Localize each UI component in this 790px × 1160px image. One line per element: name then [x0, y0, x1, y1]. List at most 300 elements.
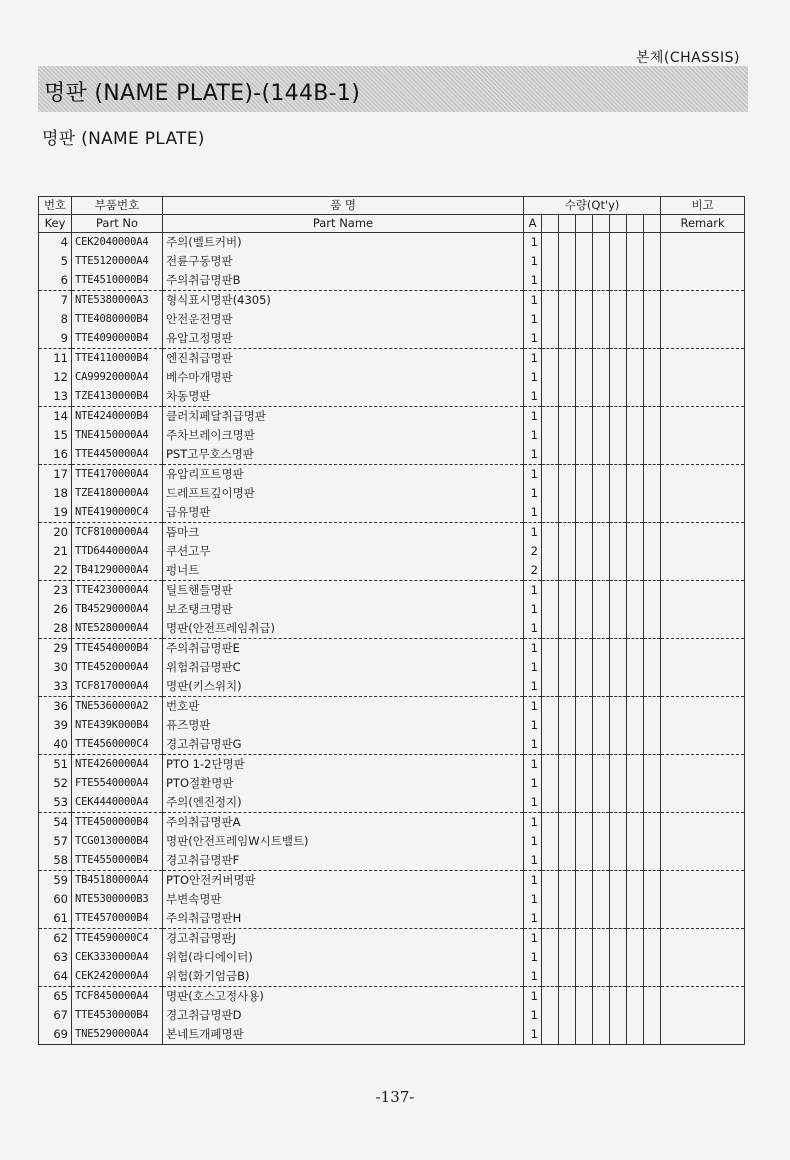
qty-cell-empty — [644, 503, 661, 523]
qty-cell-empty — [593, 697, 610, 717]
row-part-no: TTE4530000B4 — [72, 1006, 163, 1025]
qty-cell-empty — [559, 426, 576, 445]
qty-cell-empty — [627, 890, 644, 909]
qty-cell-empty — [644, 967, 661, 987]
qty-cell-empty — [627, 967, 644, 987]
qty-cell-empty — [593, 329, 610, 349]
qty-cell-empty — [576, 929, 593, 949]
table-row — [39, 793, 745, 813]
qty-cell-empty — [610, 445, 627, 465]
qty-cell-empty — [627, 619, 644, 639]
remark-cell — [661, 793, 745, 813]
page-title: 명판 (NAME PLATE)-(144B-1) — [44, 81, 361, 106]
row-part-name: 주차브레이크명판 — [163, 426, 524, 445]
qty-cell-empty — [576, 426, 593, 445]
section-label: 본체(CHASSIS) — [635, 50, 740, 66]
row-part-name: 본네트개폐명판 — [163, 1025, 524, 1045]
qty-cell-empty — [644, 1025, 661, 1045]
qty-cell-empty — [542, 619, 559, 639]
qty-cell-empty — [542, 542, 559, 561]
page-subtitle: 명판 (NAME PLATE) — [42, 129, 205, 149]
table-row — [39, 909, 745, 929]
row-part-no: NTE5280000A4 — [72, 619, 163, 639]
row-qty: 1 — [524, 233, 542, 253]
table-row — [39, 813, 745, 833]
table-row — [39, 929, 745, 949]
qty-cell-empty — [576, 581, 593, 601]
qty-cell-empty — [559, 561, 576, 581]
qty-cell-empty — [593, 484, 610, 503]
qty-cell-empty — [559, 987, 576, 1007]
qty-cell-empty — [610, 561, 627, 581]
row-key: 59 — [39, 871, 72, 891]
row-qty: 1 — [524, 909, 542, 929]
qty-cell-empty — [593, 619, 610, 639]
qty-cell-empty — [644, 793, 661, 813]
qty-cell-empty — [576, 832, 593, 851]
qty-cell-empty — [610, 774, 627, 793]
qty-cell-empty — [644, 909, 661, 929]
remark-cell — [661, 368, 745, 387]
row-key: 33 — [39, 677, 72, 697]
qty-cell-empty — [593, 349, 610, 369]
qty-cell-empty — [593, 735, 610, 755]
qty-cell-empty — [593, 310, 610, 329]
header-part-en: Part No — [72, 215, 163, 233]
table-row — [39, 503, 745, 523]
qty-cell-empty — [627, 1025, 644, 1045]
qty-cell-empty — [559, 291, 576, 311]
qty-cell-empty — [644, 1006, 661, 1025]
qty-cell-empty — [627, 426, 644, 445]
qty-cell-empty — [644, 871, 661, 891]
remark-cell — [661, 890, 745, 909]
row-key: 61 — [39, 909, 72, 929]
row-key: 19 — [39, 503, 72, 523]
qty-cell-empty — [593, 291, 610, 311]
header-key-ko: 번호 — [39, 197, 72, 215]
table-row — [39, 426, 745, 445]
row-qty: 1 — [524, 252, 542, 271]
row-part-name: 위험(화기엄금B) — [163, 967, 524, 987]
qty-cell-empty — [576, 967, 593, 987]
row-part-name: 차동명판 — [163, 387, 524, 407]
row-part-no: TTE4550000B4 — [72, 851, 163, 871]
qty-cell-empty — [576, 329, 593, 349]
row-part-no: TNE4150000A4 — [72, 426, 163, 445]
qty-cell-empty — [593, 832, 610, 851]
remark-cell — [661, 542, 745, 561]
qty-cell-empty — [627, 349, 644, 369]
qty-cell-empty — [576, 1006, 593, 1025]
qty-cell-empty — [644, 832, 661, 851]
qty-cell-empty — [593, 774, 610, 793]
qty-cell-empty — [610, 716, 627, 735]
qty-cell-empty — [576, 233, 593, 253]
row-qty: 1 — [524, 987, 542, 1007]
qty-cell-empty — [644, 407, 661, 427]
qty-cell-empty — [610, 697, 627, 717]
qty-cell-empty — [542, 639, 559, 659]
row-qty: 1 — [524, 890, 542, 909]
qty-cell-empty — [644, 233, 661, 253]
row-part-name: 클러치페달취급명판 — [163, 407, 524, 427]
row-key: 17 — [39, 465, 72, 485]
qty-cell-empty — [627, 503, 644, 523]
remark-cell — [661, 387, 745, 407]
table-row — [39, 484, 745, 503]
qty-cell-empty — [644, 600, 661, 619]
row-part-name: 안전운전명판 — [163, 310, 524, 329]
qty-cell-empty — [593, 523, 610, 543]
row-part-no: TTE4090000B4 — [72, 329, 163, 349]
qty-cell-empty — [542, 581, 559, 601]
qty-cell-empty — [593, 600, 610, 619]
row-qty: 1 — [524, 619, 542, 639]
qty-cell-empty — [576, 542, 593, 561]
table-row — [39, 581, 745, 601]
row-part-no: TTE4500000B4 — [72, 813, 163, 833]
row-part-no: CEK2420000A4 — [72, 967, 163, 987]
qty-cell-empty — [610, 929, 627, 949]
qty-cell-empty — [627, 851, 644, 871]
qty-cell-empty — [644, 658, 661, 677]
qty-cell-empty — [610, 677, 627, 697]
qty-cell-empty — [542, 871, 559, 891]
qty-cell-empty — [542, 387, 559, 407]
row-qty: 1 — [524, 445, 542, 465]
remark-cell — [661, 465, 745, 485]
row-part-name: 보조탱크명판 — [163, 600, 524, 619]
row-part-name: 주의취급명판H — [163, 909, 524, 929]
qty-cell-empty — [627, 793, 644, 813]
remark-cell — [661, 967, 745, 987]
row-key: 18 — [39, 484, 72, 503]
qty-cell-empty — [542, 1006, 559, 1025]
row-part-no: TCG0130000B4 — [72, 832, 163, 851]
qty-cell-empty — [593, 909, 610, 929]
row-qty: 1 — [524, 948, 542, 967]
table-row — [39, 445, 745, 465]
row-part-no: CA99920000A4 — [72, 368, 163, 387]
qty-cell-empty — [610, 890, 627, 909]
qty-cell-empty — [627, 271, 644, 291]
qty-cell-empty — [593, 890, 610, 909]
qty-cell-empty — [559, 407, 576, 427]
row-part-name: 주의취급명판E — [163, 639, 524, 659]
qty-cell-empty — [542, 716, 559, 735]
qty-cell-empty — [644, 929, 661, 949]
qty-cell-empty — [627, 465, 644, 485]
row-part-no: FTE5540000A4 — [72, 774, 163, 793]
qty-cell-empty — [542, 755, 559, 775]
qty-cell-empty — [593, 967, 610, 987]
qty-cell-empty — [576, 1025, 593, 1045]
qty-cell-empty — [644, 755, 661, 775]
qty-cell-empty — [559, 929, 576, 949]
qty-cell-empty — [593, 387, 610, 407]
row-part-name: 위험(라디에이터) — [163, 948, 524, 967]
remark-cell — [661, 639, 745, 659]
remark-cell — [661, 948, 745, 967]
row-part-name: 틸트핸들명판 — [163, 581, 524, 601]
qty-cell-empty — [559, 233, 576, 253]
qty-cell-empty — [627, 755, 644, 775]
qty-cell-empty — [627, 329, 644, 349]
row-part-name: 쿠션고무 — [163, 542, 524, 561]
row-part-no: TTE4110000B4 — [72, 349, 163, 369]
remark-cell — [661, 987, 745, 1007]
row-part-no: CEK4440000A4 — [72, 793, 163, 813]
qty-cell-empty — [576, 658, 593, 677]
row-qty: 1 — [524, 310, 542, 329]
qty-cell-empty — [610, 291, 627, 311]
row-part-no: TTE4170000A4 — [72, 465, 163, 485]
qty-cell-empty — [542, 987, 559, 1007]
qty-cell-empty — [559, 310, 576, 329]
row-key: 16 — [39, 445, 72, 465]
qty-cell-empty — [644, 368, 661, 387]
qty-cell-empty — [559, 503, 576, 523]
row-part-name: 주의취급명판B — [163, 271, 524, 291]
row-qty: 1 — [524, 465, 542, 485]
header-name-ko: 품 명 — [163, 197, 524, 215]
qty-cell-empty — [559, 1025, 576, 1045]
remark-cell — [661, 716, 745, 735]
qty-cell-empty — [610, 967, 627, 987]
table-row — [39, 310, 745, 329]
qty-cell-empty — [542, 948, 559, 967]
row-key: 5 — [39, 252, 72, 271]
remark-cell — [661, 426, 745, 445]
row-part-name: 펑너트 — [163, 561, 524, 581]
row-qty: 1 — [524, 755, 542, 775]
qty-cell-empty — [559, 368, 576, 387]
qty-cell-empty — [644, 697, 661, 717]
row-qty: 1 — [524, 735, 542, 755]
row-key: 7 — [39, 291, 72, 311]
row-part-name: 명판(키스위치) — [163, 677, 524, 697]
row-part-name: 퓨즈명판 — [163, 716, 524, 735]
remark-cell — [661, 697, 745, 717]
row-part-no: TTE4540000B4 — [72, 639, 163, 659]
row-key: 58 — [39, 851, 72, 871]
qty-cell-empty — [644, 542, 661, 561]
qty-cell-empty — [542, 658, 559, 677]
row-key: 67 — [39, 1006, 72, 1025]
qty-cell-empty — [644, 291, 661, 311]
row-part-name: 위험취급명판C — [163, 658, 524, 677]
row-qty: 2 — [524, 542, 542, 561]
qty-cell-empty — [593, 1006, 610, 1025]
row-part-no: TTE4560000C4 — [72, 735, 163, 755]
row-qty: 1 — [524, 503, 542, 523]
qty-cell-empty — [593, 929, 610, 949]
qty-cell-empty — [627, 677, 644, 697]
qty-cell-empty — [610, 909, 627, 929]
table-row — [39, 233, 745, 253]
row-qty: 1 — [524, 929, 542, 949]
row-part-name: 주의취급명판A — [163, 813, 524, 833]
row-part-no: TTE4570000B4 — [72, 909, 163, 929]
remark-cell — [661, 929, 745, 949]
qty-cell-empty — [542, 329, 559, 349]
qty-cell-empty — [559, 658, 576, 677]
qty-cell-empty — [610, 1006, 627, 1025]
row-qty: 1 — [524, 291, 542, 311]
qty-cell-empty — [576, 677, 593, 697]
qty-cell-empty — [576, 735, 593, 755]
header-remark-en: Remark — [661, 215, 745, 233]
row-part-name: PTO절환명판 — [163, 774, 524, 793]
row-qty: 1 — [524, 851, 542, 871]
qty-cell-empty — [610, 407, 627, 427]
row-key: 8 — [39, 310, 72, 329]
remark-cell — [661, 310, 745, 329]
table-row — [39, 561, 745, 581]
row-part-name: 유압고정명판 — [163, 329, 524, 349]
qty-cell-empty — [542, 774, 559, 793]
qty-cell-empty — [559, 774, 576, 793]
remark-cell — [661, 407, 745, 427]
qty-cell-empty — [559, 735, 576, 755]
qty-cell-empty — [610, 349, 627, 369]
qty-cell-empty — [542, 890, 559, 909]
qty-cell-empty — [644, 523, 661, 543]
row-qty: 1 — [524, 349, 542, 369]
qty-cell-empty — [542, 523, 559, 543]
qty-cell-empty — [593, 445, 610, 465]
row-qty: 1 — [524, 697, 542, 717]
qty-cell-empty — [610, 600, 627, 619]
qty-cell-empty — [559, 252, 576, 271]
table-row — [39, 890, 745, 909]
remark-cell — [661, 329, 745, 349]
qty-cell-empty — [610, 271, 627, 291]
row-part-no: TTE4520000A4 — [72, 658, 163, 677]
qty-cell-empty — [610, 619, 627, 639]
row-part-no: TNE5360000A2 — [72, 697, 163, 717]
qty-cell-empty — [576, 484, 593, 503]
row-part-name: 전륜구동명판 — [163, 252, 524, 271]
qty-cell-empty — [644, 735, 661, 755]
row-qty: 1 — [524, 1006, 542, 1025]
qty-cell-empty — [542, 851, 559, 871]
qty-cell-empty — [644, 445, 661, 465]
row-part-name: 경고취급명판G — [163, 735, 524, 755]
header-remark-ko: 비고 — [661, 197, 745, 215]
qty-cell-empty — [627, 716, 644, 735]
row-qty: 1 — [524, 407, 542, 427]
table-row — [39, 871, 745, 891]
qty-cell-empty — [576, 716, 593, 735]
row-part-name: 급유명판 — [163, 503, 524, 523]
qty-cell-empty — [627, 697, 644, 717]
remark-cell — [661, 252, 745, 271]
qty-cell-empty — [644, 774, 661, 793]
table-row — [39, 948, 745, 967]
qty-cell-empty — [593, 871, 610, 891]
qty-cell-empty — [576, 503, 593, 523]
qty-cell-empty — [644, 465, 661, 485]
row-part-name: 주의(벨트커버) — [163, 233, 524, 253]
row-part-name: 부변속명판 — [163, 890, 524, 909]
qty-cell-empty — [593, 426, 610, 445]
remark-cell — [661, 774, 745, 793]
row-key: 13 — [39, 387, 72, 407]
qty-cell-empty — [576, 271, 593, 291]
row-qty: 1 — [524, 600, 542, 619]
qty-cell-empty — [644, 619, 661, 639]
row-key: 22 — [39, 561, 72, 581]
qty-cell-empty — [610, 735, 627, 755]
qty-cell-empty — [559, 600, 576, 619]
qty-cell-empty — [644, 561, 661, 581]
qty-cell-empty — [610, 523, 627, 543]
qty-cell-empty — [610, 793, 627, 813]
row-part-name: 유압리프트명판 — [163, 465, 524, 485]
row-part-no: TB45180000A4 — [72, 871, 163, 891]
row-qty: 1 — [524, 967, 542, 987]
row-part-no: TTE4080000B4 — [72, 310, 163, 329]
qty-cell-empty — [627, 233, 644, 253]
row-key: 20 — [39, 523, 72, 543]
qty-cell-empty — [559, 271, 576, 291]
row-key: 4 — [39, 233, 72, 253]
remark-cell — [661, 600, 745, 619]
remark-cell — [661, 909, 745, 929]
qty-cell-empty — [610, 368, 627, 387]
row-key: 6 — [39, 271, 72, 291]
qty-cell-empty — [542, 426, 559, 445]
table-row — [39, 600, 745, 619]
qty-cell-empty — [542, 465, 559, 485]
table-row — [39, 387, 745, 407]
qty-cell-empty — [559, 639, 576, 659]
qty-cell-empty — [610, 252, 627, 271]
qty-cell-empty — [610, 755, 627, 775]
row-key: 11 — [39, 349, 72, 369]
header-key-en: Key — [39, 215, 72, 233]
qty-cell-empty — [559, 890, 576, 909]
qty-cell-empty — [610, 465, 627, 485]
row-qty: 1 — [524, 716, 542, 735]
row-key: 14 — [39, 407, 72, 427]
qty-cell-empty — [627, 600, 644, 619]
qty-cell-empty — [610, 948, 627, 967]
qty-cell-empty — [576, 349, 593, 369]
qty-cell-empty — [576, 697, 593, 717]
row-qty: 1 — [524, 426, 542, 445]
qty-cell-empty — [593, 639, 610, 659]
qty-cell-empty — [576, 909, 593, 929]
qty-cell-empty — [593, 542, 610, 561]
row-qty: 1 — [524, 329, 542, 349]
qty-cell-empty — [627, 252, 644, 271]
row-key: 51 — [39, 755, 72, 775]
qty-cell-empty — [610, 813, 627, 833]
qty-cell-empty — [559, 948, 576, 967]
qty-cell-empty — [576, 445, 593, 465]
qty-cell-empty — [610, 871, 627, 891]
qty-cell-empty — [576, 793, 593, 813]
header-qty-ko: 수량(Qt'y) — [524, 197, 661, 215]
row-qty: 1 — [524, 774, 542, 793]
table-row — [39, 658, 745, 677]
table-row — [39, 677, 745, 697]
qty-cell-empty — [610, 484, 627, 503]
qty-cell-empty — [559, 832, 576, 851]
